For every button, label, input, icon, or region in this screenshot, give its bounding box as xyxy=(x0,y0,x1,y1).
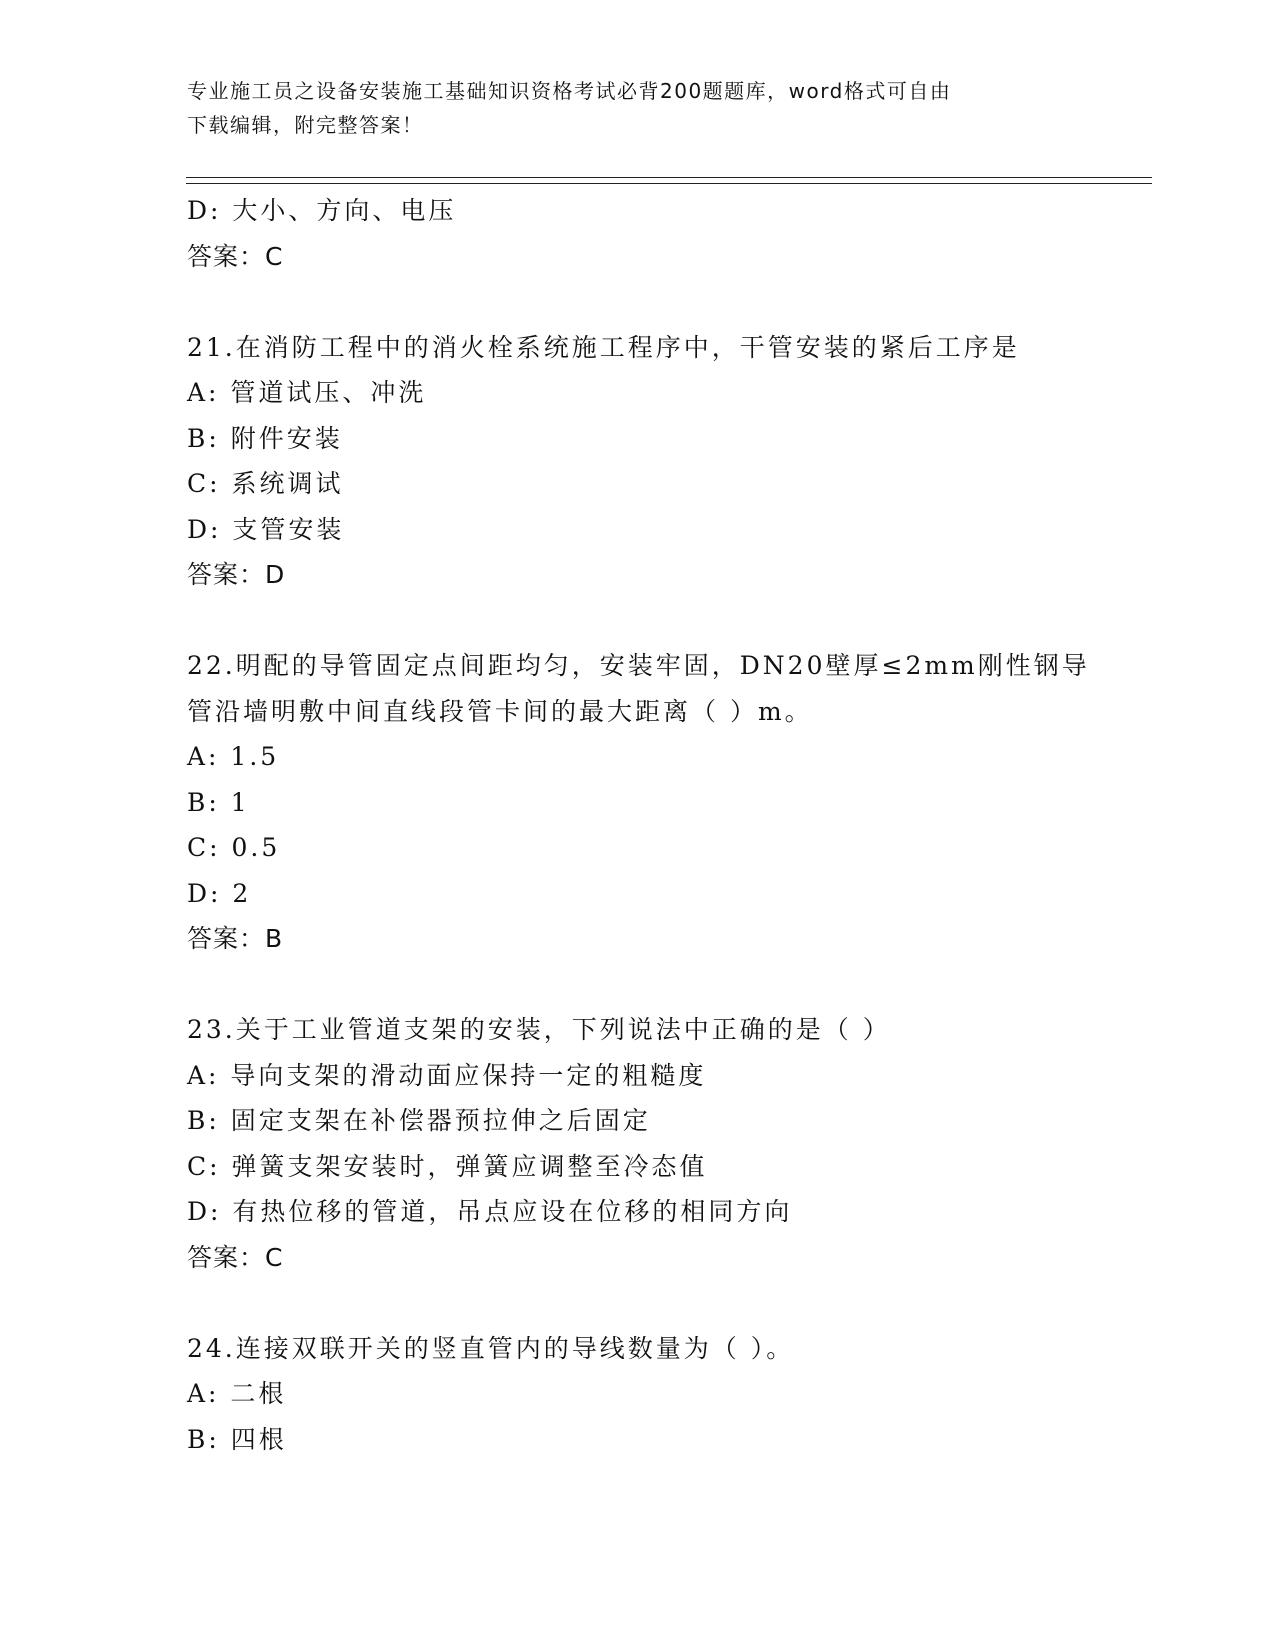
option-d: D: 大小、方向、电压 xyxy=(187,196,457,225)
option-d: D: 有热位移的管道，吊点应设在位移的相同方向 xyxy=(187,1197,793,1226)
answer-line: 答案：C xyxy=(187,1242,284,1272)
option-a: A: 管道试压、冲洗 xyxy=(187,378,427,407)
option-b: B: 固定支架在补偿器预拉伸之后固定 xyxy=(187,1106,651,1135)
answer-line: 答案：D xyxy=(187,560,286,589)
question-stem: 23.关于工业管道支架的安装，下列说法中正确的是（ ） xyxy=(187,1015,891,1044)
spacer xyxy=(187,279,1147,325)
header-line-1: 专业施工员之设备安装施工基础知识资格考试必背200题题库，word格式可自由 xyxy=(187,79,952,103)
question-stem: 24.连接双联开关的竖直管内的导线数量为（ ）。 xyxy=(187,1333,795,1363)
spacer xyxy=(187,962,1147,1008)
question-stem-continued: 管沿墙明敷中间直线段管卡间的最大距离（ ）m。 xyxy=(187,696,813,726)
answer-line: 答案：C xyxy=(187,241,284,271)
header-line-2: 下载编辑，附完整答案！ xyxy=(187,113,424,137)
option-a: A: 导向支架的滑动面应保持一定的粗糙度 xyxy=(187,1060,707,1090)
option-c: C: 系统调试 xyxy=(187,469,344,498)
document-header xyxy=(187,74,1067,142)
option-b: B: 1 xyxy=(187,787,250,817)
question-stem: 21.在消防工程中的消火栓系统施工程序中，干管安装的紧后工序是 xyxy=(187,332,1020,362)
question-21 xyxy=(187,325,1147,598)
question-23 xyxy=(187,1007,1147,1280)
header-divider-top xyxy=(186,177,1152,178)
option-d: D: 支管安装 xyxy=(187,514,345,544)
option-d: D: 2 xyxy=(187,878,252,908)
option-a: A: 1.5 xyxy=(187,742,280,771)
option-c: C: 0.5 xyxy=(187,833,281,862)
question-24 xyxy=(187,1326,1147,1463)
question-22 xyxy=(187,643,1147,962)
answer-line: 答案：B xyxy=(187,924,284,953)
question-list xyxy=(187,188,1147,1462)
spacer xyxy=(187,598,1147,644)
previous-question-tail xyxy=(187,188,1147,279)
question-stem: 22.明配的导管固定点间距均匀，安装牢固，DN20壁厚≤2mm刚性钢导 xyxy=(187,651,1090,680)
option-c: C: 弹簧支架安装时，弹簧应调整至冷态值 xyxy=(187,1151,708,1181)
option-b: B: 附件安装 xyxy=(187,423,343,453)
spacer xyxy=(187,1280,1147,1326)
header-divider-bottom xyxy=(186,183,1152,184)
option-b: B: 四根 xyxy=(187,1424,287,1454)
option-a: A: 二根 xyxy=(187,1379,287,1408)
